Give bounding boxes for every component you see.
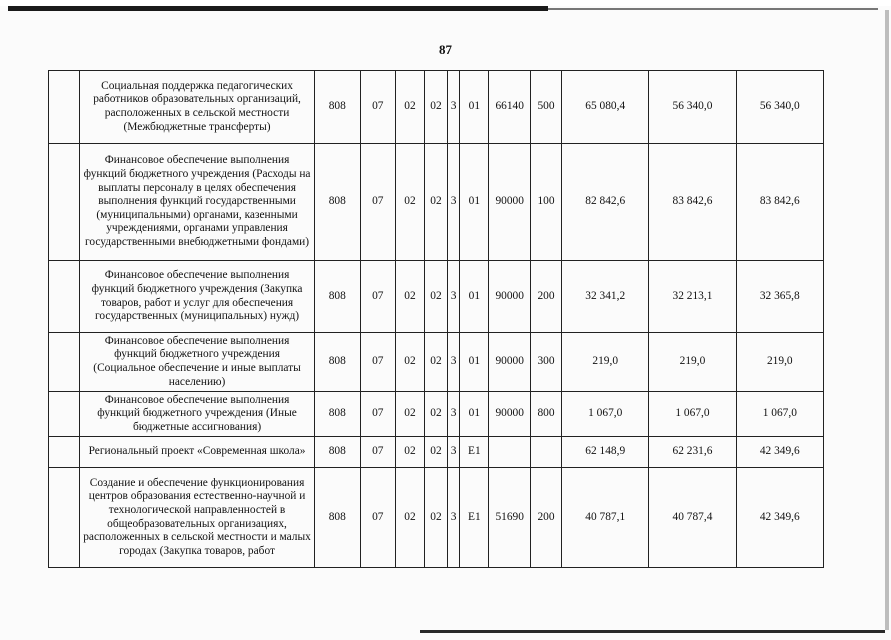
expense-type-code: 500 xyxy=(530,71,561,144)
amount-year-3: 83 842,6 xyxy=(736,144,823,261)
amount-year-1: 32 341,2 xyxy=(562,261,649,333)
amount-year-2: 1 067,0 xyxy=(649,392,736,437)
amount-year-2: 56 340,0 xyxy=(649,71,736,144)
direction-code: 90000 xyxy=(489,261,531,333)
amount-year-2: 40 787,4 xyxy=(649,468,736,568)
expense-type-code: 300 xyxy=(530,333,561,392)
amount-year-1: 65 080,4 xyxy=(562,71,649,144)
direction-code: 66140 xyxy=(489,71,531,144)
section-code: 07 xyxy=(360,71,395,144)
event-code: E1 xyxy=(460,437,489,468)
subprogram-code: 3 xyxy=(447,437,459,468)
budget-table xyxy=(48,70,824,568)
ministry-code: 808 xyxy=(314,261,360,333)
expense-description: Финансовое обеспечение выполнения функций бюджетного учреждения (Закупка товаров, работ и услуг для обеспечения государственных (муниципальных) нужд) xyxy=(80,261,315,333)
amount-year-3: 56 340,0 xyxy=(736,71,823,144)
subprogram-code: 3 xyxy=(447,261,459,333)
event-code: 01 xyxy=(460,392,489,437)
amount-year-2: 62 231,6 xyxy=(649,437,736,468)
expense-type-code: 100 xyxy=(530,144,561,261)
program-code: 02 xyxy=(425,261,448,333)
subprogram-code: 3 xyxy=(447,71,459,144)
subsection-code: 02 xyxy=(395,437,424,468)
section-code: 07 xyxy=(360,437,395,468)
row-index-cell xyxy=(49,261,80,333)
subsection-code: 02 xyxy=(395,71,424,144)
amount-year-3: 42 349,6 xyxy=(736,437,823,468)
amount-year-3: 219,0 xyxy=(736,333,823,392)
program-code: 02 xyxy=(425,71,448,144)
subprogram-code: 3 xyxy=(447,392,459,437)
event-code: 01 xyxy=(460,333,489,392)
expense-description: Финансовое обеспечение выполнения функций бюджетного учреждения (Расходы на выплаты персоналу в целях обеспечения выполнения функций государственными (муниципальными) органами, казенными учреждениями, органами управления государственными внебюджетными фондами) xyxy=(80,144,315,261)
amount-year-1: 1 067,0 xyxy=(562,392,649,437)
section-code: 07 xyxy=(360,468,395,568)
expense-type-code xyxy=(530,437,561,468)
amount-year-2: 219,0 xyxy=(649,333,736,392)
table-row xyxy=(49,437,824,468)
amount-year-1: 82 842,6 xyxy=(562,144,649,261)
amount-year-1: 40 787,1 xyxy=(562,468,649,568)
subsection-code: 02 xyxy=(395,392,424,437)
event-code: 01 xyxy=(460,261,489,333)
section-code: 07 xyxy=(360,392,395,437)
subprogram-code: 3 xyxy=(447,468,459,568)
ministry-code: 808 xyxy=(314,71,360,144)
section-code: 07 xyxy=(360,261,395,333)
subsection-code: 02 xyxy=(395,144,424,261)
amount-year-2: 83 842,6 xyxy=(649,144,736,261)
event-code: 01 xyxy=(460,144,489,261)
scan-shadow-bottom xyxy=(420,630,885,633)
program-code: 02 xyxy=(425,392,448,437)
amount-year-1: 62 148,9 xyxy=(562,437,649,468)
ministry-code: 808 xyxy=(314,392,360,437)
direction-code xyxy=(489,437,531,468)
direction-code: 90000 xyxy=(489,144,531,261)
direction-code: 51690 xyxy=(489,468,531,568)
expense-description: Финансовое обеспечение выполнения функций бюджетного учреждения (Социальное обеспечение и иные выплаты населению) xyxy=(80,333,315,392)
amount-year-3: 32 365,8 xyxy=(736,261,823,333)
program-code: 02 xyxy=(425,437,448,468)
ministry-code: 808 xyxy=(314,437,360,468)
row-index-cell xyxy=(49,468,80,568)
row-index-cell xyxy=(49,392,80,437)
scan-shadow-top-thin xyxy=(548,8,878,10)
scan-shadow-right xyxy=(885,10,889,630)
amount-year-3: 1 067,0 xyxy=(736,392,823,437)
page-number: 87 xyxy=(439,42,452,57)
subsection-code: 02 xyxy=(395,468,424,568)
amount-year-1: 219,0 xyxy=(562,333,649,392)
section-code: 07 xyxy=(360,333,395,392)
event-code: E1 xyxy=(460,468,489,568)
row-index-cell xyxy=(49,71,80,144)
section-code: 07 xyxy=(360,144,395,261)
program-code: 02 xyxy=(425,144,448,261)
expense-type-code: 800 xyxy=(530,392,561,437)
expense-description: Создание и обеспечение функционирования центров образования естественно-научной и технологической направленностей в общеобразовательных организациях, расположенных в сельской местности и малых городах (Закупка товаров, работ xyxy=(80,468,315,568)
expense-description: Социальная поддержка педагогических работников образовательных организаций, расположенных в сельской местности (Межбюджетные трансферты) xyxy=(80,71,315,144)
table-row xyxy=(49,261,824,333)
direction-code: 90000 xyxy=(489,333,531,392)
subsection-code: 02 xyxy=(395,261,424,333)
expense-description: Финансовое обеспечение выполнения функций бюджетного учреждения (Иные бюджетные ассигнования) xyxy=(80,392,315,437)
amount-year-3: 42 349,6 xyxy=(736,468,823,568)
table-row xyxy=(49,468,824,568)
table-row xyxy=(49,144,824,261)
amount-year-2: 32 213,1 xyxy=(649,261,736,333)
subsection-code: 02 xyxy=(395,333,424,392)
expense-description: Региональный проект «Современная школа» xyxy=(80,437,315,468)
ministry-code: 808 xyxy=(314,144,360,261)
expense-type-code: 200 xyxy=(530,261,561,333)
event-code: 01 xyxy=(460,71,489,144)
ministry-code: 808 xyxy=(314,333,360,392)
expense-type-code: 200 xyxy=(530,468,561,568)
ministry-code: 808 xyxy=(314,468,360,568)
budget-table-body xyxy=(49,71,824,568)
subprogram-code: 3 xyxy=(447,333,459,392)
row-index-cell xyxy=(49,144,80,261)
row-index-cell xyxy=(49,437,80,468)
table-row xyxy=(49,71,824,144)
program-code: 02 xyxy=(425,333,448,392)
program-code: 02 xyxy=(425,468,448,568)
scan-shadow-top xyxy=(8,6,548,11)
row-index-cell xyxy=(49,333,80,392)
table-row xyxy=(49,333,824,392)
direction-code: 90000 xyxy=(489,392,531,437)
table-row xyxy=(49,392,824,437)
subprogram-code: 3 xyxy=(447,144,459,261)
